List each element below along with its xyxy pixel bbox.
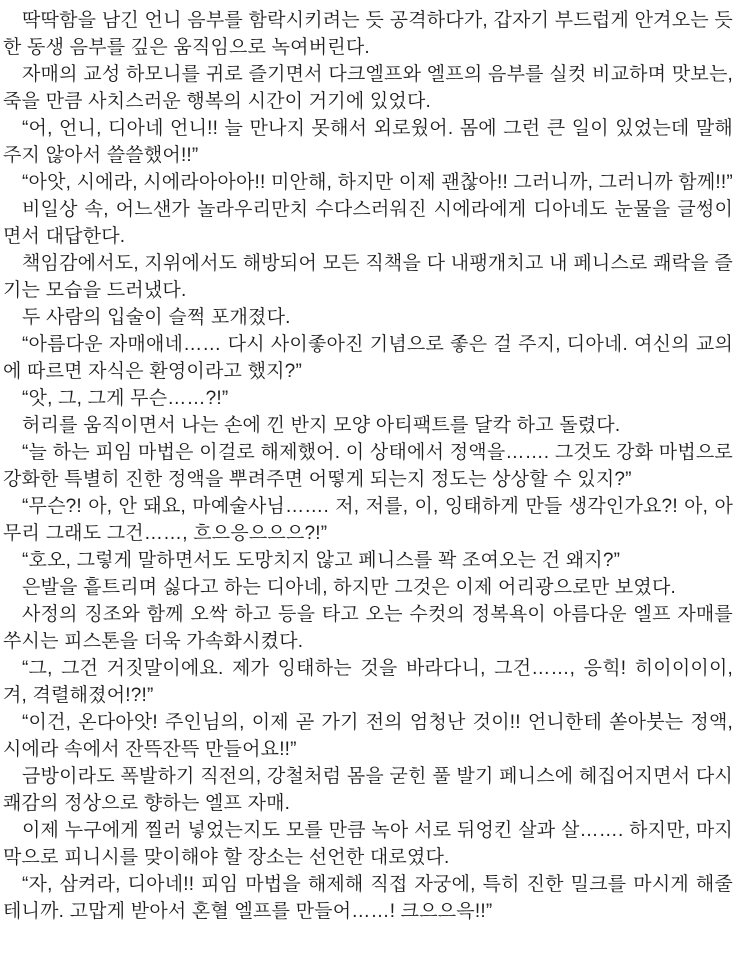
paragraph: 딱딱함을 남긴 언니 음부를 함락시키려는 듯 공격하다가, 갑자기 부드럽게 안겨오는 듯한 동생 음부를 깊은 움직임으로 녹여버린다. [3, 10, 733, 58]
paragraph: 금방이라도 폭발하기 직전의, 강철처럼 몸을 굳힌 풀 발기 페니스에 헤집어지면서 다시 쾌감의 정상으로 향하는 엘프 자매. [3, 766, 733, 814]
paragraph: 은발을 흩트리며 싫다고 하는 디아네, 하지만 그것은 이제 어리광으로만 보였다. [22, 577, 676, 598]
paragraph: 두 사람의 입술이 슬쩍 포개졌다. [22, 307, 291, 328]
paragraph: “늘 하는 피임 마법은 이걸로 해제했어. 이 상태에서 정액을……. 그것도 강화 마법으로 강화한 특별히 진한 정액을 뿌려주면 어떻게 되는지 정도는 상상할 수 있지?” [3, 442, 733, 490]
paragraph-container [3, 7, 733, 925]
paragraph: “이건, 온다아앗! 주인님의, 이제 곧 가기 전의 엄청난 것이!! 언니한테 쏟아붓는 정액, 시에라 속에서 잔뜩잔뜩 만들어요!!” [3, 712, 733, 760]
paragraph: 자매의 교성 하모니를 귀로 즐기면서 다크엘프와 엘프의 음부를 실컷 비교하며 맛보는, 죽을 만큼 사치스러운 행복의 시간이 거기에 있었다. [3, 64, 733, 112]
paragraph: “그, 그건 거짓말이에요. 제가 잉태하는 것을 바라다니, 그건……, 응힉! 히이이이이, 겨, 격렬해졌어!?!” [3, 658, 733, 706]
paragraph: 이제 누구에게 찔러 넣었는지도 모를 만큼 녹아 서로 뒤엉킨 살과 살……. 하지만, 마지막으로 피니시를 맞이해야 할 장소는 선언한 대로였다. [3, 820, 733, 868]
paragraph: “호오, 그렇게 말하면서도 도망치지 않고 페니스를 꽉 조여오는 건 왜지?” [22, 550, 621, 571]
paragraph: 사정의 징조와 함께 오싹 하고 등을 타고 오는 수컷의 정복욕이 아름다운 엘프 자매를 쑤시는 피스톤을 더욱 가속화시켰다. [3, 604, 733, 652]
paragraph: “아앗, 시에라, 시에라아아아!! 미안해, 하지만 이제 괜찮아!! 그러니까, 그러니까 함께!!” [22, 172, 733, 193]
paragraph: “무슨?! 아, 안 돼요, 마예술사님……. 저, 저를, 이, 잉태하게 만들 생각인가요?! 아, 아무리 그래도 그건……, 흐으응으으으?!” [3, 496, 733, 544]
paragraph: 책임감에서도, 지위에서도 해방되어 모든 직책을 다 내팽개치고 내 페니스로 쾌락을 즐기는 모습을 드러냈다. [3, 253, 733, 301]
paragraph: “자, 삼켜라, 디아네!! 피임 마법을 해제해 직접 자궁에, 특히 진한 밀크를 마시게 해줄 테니까. 고맙게 받아서 혼혈 엘프를 만들어……! 크으으윽!!” [3, 874, 733, 922]
paragraph: “아름다운 자매애네…… 다시 사이좋아진 기념으로 좋은 걸 주지, 디아네. 여신의 교의에 따르면 자식은 환영이라고 했지?” [3, 334, 733, 382]
paragraph: “어, 언니, 디아네 언니!! 늘 만나지 못해서 외로웠어. 몸에 그런 큰 일이 있었는데 말해주지 않아서 쓸쓸했어!!” [3, 118, 733, 166]
paragraph: 허리를 움직이면서 나는 손에 낀 반지 모양 아티팩트를 달칵 하고 돌렸다. [22, 415, 621, 436]
paragraph: 비일상 속, 어느샌가 놀라우리만치 수다스러워진 시에라에게 디아네도 눈물을 글썽이면서 대답한다. [3, 199, 733, 247]
paragraph: “앗, 그, 그게 무슨……?!” [22, 388, 229, 409]
